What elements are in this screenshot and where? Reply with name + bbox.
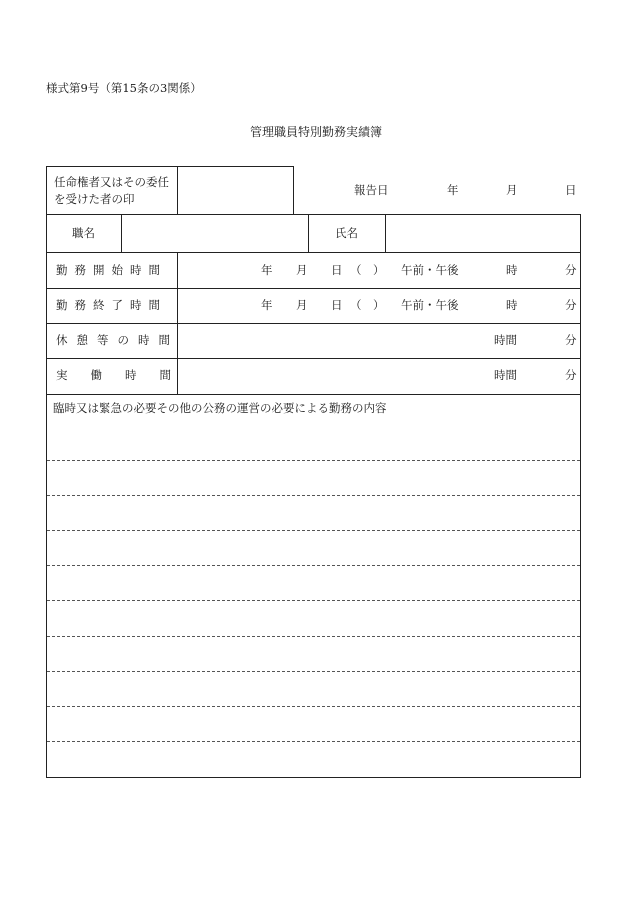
actual-hours: 時間 xyxy=(494,368,517,382)
start-time-label: 勤務開始時間 xyxy=(56,263,167,277)
name-label: 氏名 xyxy=(335,226,358,240)
start-year: 年 xyxy=(261,263,273,277)
report-date-label: 報告日 xyxy=(354,183,389,197)
content-label: 臨時又は緊急の必要その他の公務の運営の必要による勤務の内容 xyxy=(53,401,387,415)
end-minute: 分 xyxy=(565,298,577,312)
start-hour: 時 xyxy=(506,263,518,277)
content-field[interactable] xyxy=(47,420,580,776)
report-date-month: 月 xyxy=(506,183,518,197)
end-weekday: （ ） xyxy=(350,298,385,312)
actual-time-label: 実働時間 xyxy=(56,368,194,382)
start-weekday: （ ） xyxy=(350,263,385,277)
end-time-label: 勤務終了時間 xyxy=(56,298,167,312)
end-year: 年 xyxy=(261,298,273,312)
start-ampm: 午前・午後 xyxy=(401,263,459,277)
form-number: 様式第9号（第15条の3関係） xyxy=(46,81,202,95)
end-hour: 時 xyxy=(506,298,518,312)
approver-label-line1: 任命権者又はその委任 xyxy=(54,175,169,189)
start-minute: 分 xyxy=(565,263,577,277)
page-title: 管理職員特別勤務実績簿 xyxy=(250,125,383,139)
approver-seal-field[interactable] xyxy=(178,167,292,213)
break-minutes: 分 xyxy=(565,333,577,347)
break-time-label: 休憩等の時間 xyxy=(56,333,179,347)
start-day: 日 xyxy=(331,263,343,277)
end-ampm: 午前・午後 xyxy=(401,298,459,312)
end-month: 月 xyxy=(296,298,308,312)
name-field[interactable] xyxy=(386,215,579,251)
break-hours: 時間 xyxy=(494,333,517,347)
actual-minutes: 分 xyxy=(565,368,577,382)
report-date-year: 年 xyxy=(447,183,459,197)
end-day: 日 xyxy=(331,298,343,312)
position-field[interactable] xyxy=(122,215,307,251)
approver-label-line2: を受けた者の印 xyxy=(54,192,135,206)
start-month: 月 xyxy=(296,263,308,277)
position-label: 職名 xyxy=(72,226,95,240)
report-date-day: 日 xyxy=(565,183,577,197)
